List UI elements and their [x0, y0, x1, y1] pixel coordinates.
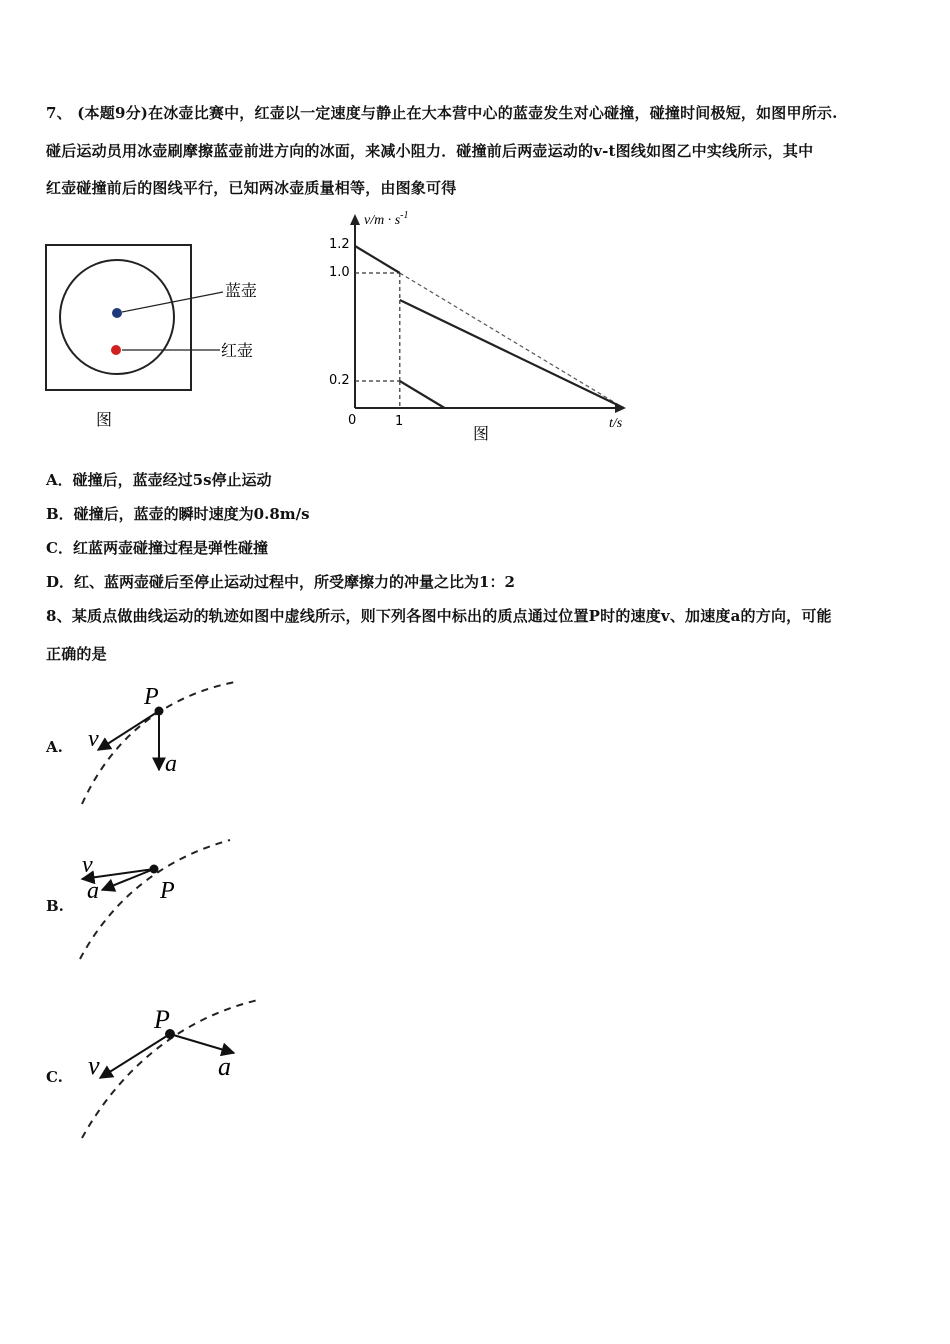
label-p-a: P	[144, 684, 159, 710]
q8-option-c-label: C.	[46, 1068, 63, 1086]
vt-graph	[320, 205, 640, 450]
q8-line2: 正确的是	[46, 645, 107, 663]
q7-line1: 7、 (本题9分)在冰壶比赛中，红壶以一定速度与静止在大本营中心的蓝壶发生对心碰撞，碰撞时间极短，如图甲所示.	[46, 104, 838, 122]
q8-option-a-label: A.	[46, 738, 63, 756]
origin-label: 0	[348, 413, 357, 428]
q7-option-c: C．红蓝两壶碰撞过程是弹性碰撞	[46, 539, 268, 557]
q7-option-b: B．碰撞后，蓝壶的瞬时速度为0.8m/s	[46, 505, 310, 523]
y-tick-1-2: 1.2	[329, 237, 350, 252]
label-a-c: a	[218, 1052, 231, 1081]
blue-stone	[112, 308, 122, 318]
y-axis-label: $v/m \cdot s^{-1}$	[364, 210, 409, 228]
x-tick-1: 1	[395, 414, 404, 429]
q8-option-b-label: B.	[46, 897, 64, 915]
label-v-b: v	[82, 852, 93, 878]
figure-caption-right: 图	[473, 424, 490, 443]
x-axis-label: t/s	[609, 416, 623, 431]
q7-option-d: D．红、蓝两壶碰后至停止运动过程中，所受摩擦力的冲量之比为1：2	[46, 573, 515, 591]
trajectory-b	[80, 840, 230, 959]
q8-line1: 8、某质点做曲线运动的轨迹如图中虚线所示，则下列各图中标出的质点通过位置P时的速度v、加速度a的方向，可能	[46, 607, 832, 625]
velocity-arrow-a	[98, 711, 159, 750]
y-tick-0-2: 0.2	[329, 373, 350, 388]
curling-diagram	[40, 238, 280, 438]
y-axis-arrow	[350, 214, 360, 225]
vt-series-1	[400, 273, 624, 408]
velocity-arrow-c	[100, 1034, 170, 1078]
q8-figure-a	[70, 672, 270, 812]
y-tick-1-0: 1.0	[329, 265, 350, 280]
vt-series-2	[400, 300, 624, 408]
q7-line2: 碰后运动员用冰壶刷摩擦蓝壶前进方向的冰面，来减小阻力．碰撞前后两壶运动的v-t图线如图乙中实线所示，其中	[46, 142, 814, 160]
trajectory-c	[82, 1000, 258, 1138]
figure-caption-left: 图	[96, 410, 113, 429]
q7-option-a: A．碰撞后，蓝壶经过5s停止运动	[46, 471, 272, 489]
label-a-b: a	[87, 878, 99, 904]
vt-series-0	[355, 246, 400, 273]
blue-stone-label: 蓝壶	[225, 281, 258, 300]
q8-figure-b	[70, 832, 270, 967]
red-stone-label: 红壶	[221, 341, 254, 360]
vt-series-3	[400, 381, 445, 408]
label-a-a: a	[165, 751, 177, 777]
label-p-c: P	[154, 1005, 170, 1034]
q7-line3: 红壶碰撞前后的图线平行，已知两冰壶质量相等，由图象可得	[46, 179, 457, 197]
label-p-b: P	[160, 878, 175, 904]
label-v-a: v	[88, 726, 99, 752]
q8-figure-c	[70, 992, 280, 1142]
label-v-c: v	[88, 1051, 100, 1080]
red-stone	[111, 345, 121, 355]
acceleration-arrow-c	[170, 1034, 234, 1053]
